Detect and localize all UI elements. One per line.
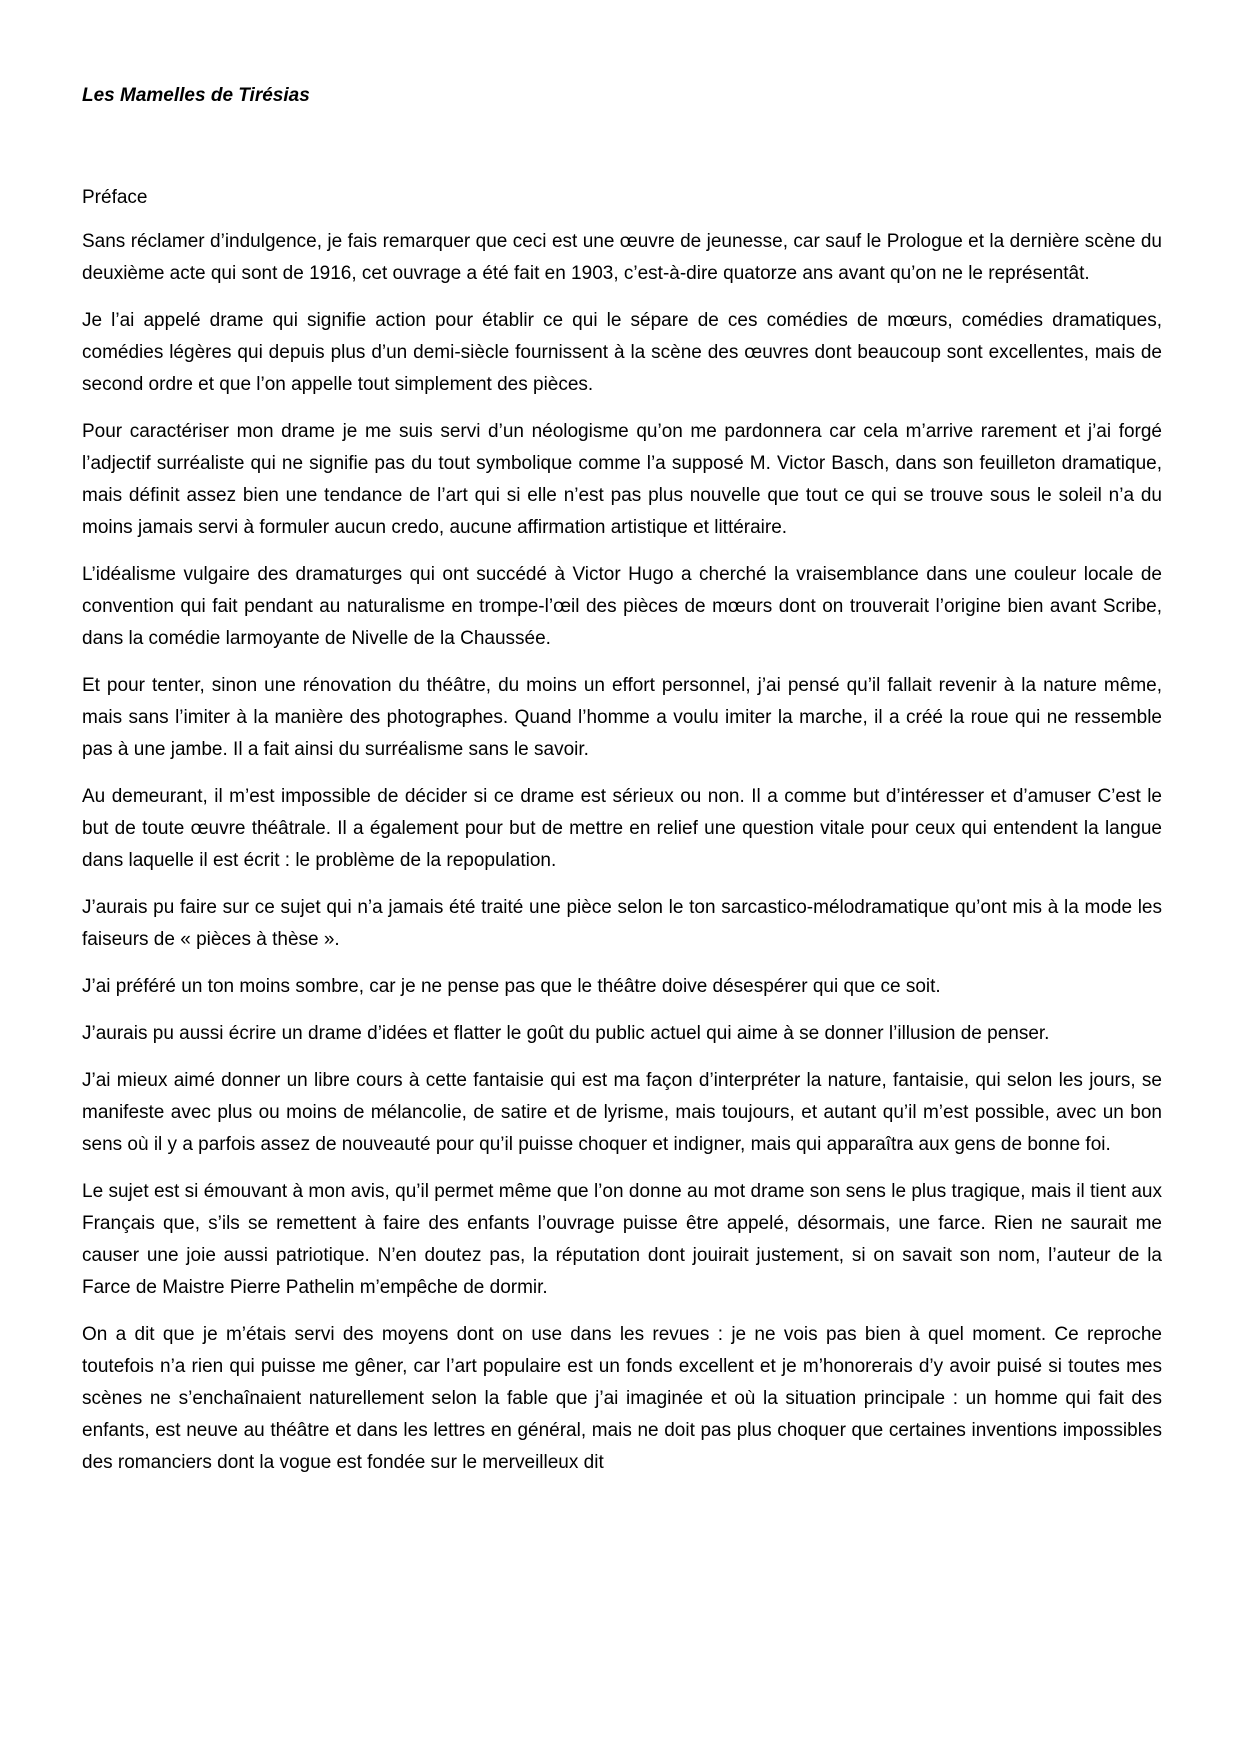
paragraph-4: L’idéalisme vulgaire des dramaturges qui ont succédé à Victor Hugo a cherché la vraisemblance dans une couleur locale de convention qui fait pendant au naturalisme en trompe-l’œil des pièces de mœurs dont on trouverait l’origine bien avant Scribe, dans la comédie larmoyante de Nivelle de la Chaussée. — [82, 564, 1162, 649]
paragraph-6: Au demeurant, il m’est impossible de décider si ce drame est sérieux ou non. Il a comme but d’intéresser et d’amuser C’est le but de toute œuvre théâtrale. Il a également pour but de mettre en relief une question vitale pour ceux qui entendent la langue dans laquelle il est écrit : le problème de la repopulation. — [82, 786, 1162, 871]
paragraph-2: Je l’ai appelé drame qui signifie action pour établir ce qui le sépare de ces comédies de mœurs, comédies dramatiques, comédies légères qui depuis plus d’un demi-siècle fournissent à la scène des œuvres dont beaucoup sont excellentes, mais de second ordre et que l’on appelle tout simplement des pièces. — [82, 310, 1162, 395]
paragraph-8: J’ai préféré un ton moins sombre, car je ne pense pas que le théâtre doive désespérer qui que ce soit. — [82, 976, 941, 997]
paragraph-10: J’ai mieux aimé donner un libre cours à cette fantaisie qui est ma façon d’interpréter la nature, fantaisie, qui selon les jours, se manifeste avec plus ou moins de mélancolie, de satire et de lyrisme, mais toujours, et autant qu’il m’est possible, avec un bon sens où il y a parfois assez de nouveauté pour qu’il puisse choquer et indigner, mais qui apparaîtra aux gens de bonne foi. — [82, 1070, 1162, 1155]
document-title: Les Mamelles de Tirésias — [82, 85, 310, 106]
paragraph-11: Le sujet est si émouvant à mon avis, qu’il permet même que l’on donne au mot drame son sens le plus tragique, mais il tient aux Français que, s’ils se remettent à faire des enfants l’ouvrage puisse être appelé, désormais, une farce. Rien ne saurait me causer une joie aussi patriotique. N’en doutez pas, la réputation dont jouirait justement, si on savait son nom, l’auteur de la Farce de Maistre Pierre Pathelin m’empêche de dormir. — [82, 1181, 1162, 1298]
paragraph-1: Sans réclamer d’indulgence, je fais remarquer que ceci est une œuvre de jeunesse, car sauf le Prologue et la dernière scène du deuxième acte qui sont de 1916, cet ouvrage a été fait en 1903, c’est-à-dire quatorze ans avant qu’on ne le représentât. — [82, 231, 1162, 284]
section-heading: Préface — [82, 187, 148, 208]
paragraph-12: On a dit que je m’étais servi des moyens dont on use dans les revues : je ne vois pas bien à quel moment. Ce reproche toutefois n’a rien qui puisse me gêner, car l’art populaire est un fonds excellent et je m’honorerais d’y avoir puisé si toutes mes scènes ne s’enchaînaient naturellement selon la fable que j’ai imaginée et où la situation principale : un homme qui fait des enfants, est neuve au théâtre et dans les lettres en général, mais ne doit pas plus choquer que certaines inventions impossibles des romanciers dont la vogue est fondée sur le merveilleux dit — [82, 1324, 1162, 1473]
document-page — [82, 80, 1162, 1494]
paragraph-7: J’aurais pu faire sur ce sujet qui n’a jamais été traité une pièce selon le ton sarcastico-mélodramatique qu’ont mis à la mode les faiseurs de « pièces à thèse ». — [82, 897, 1162, 950]
paragraph-5: Et pour tenter, sinon une rénovation du théâtre, du moins un effort personnel, j’ai pensé qu’il fallait revenir à la nature même, mais sans l’imiter à la manière des photographes. Quand l’homme a voulu imiter la marche, il a créé la roue qui ne ressemble pas à une jambe. Il a fait ainsi du surréalisme sans le savoir. — [82, 675, 1162, 760]
paragraph-3: Pour caractériser mon drame je me suis servi d’un néologisme qu’on me pardonnera car cela m’arrive rarement et j’ai forgé l’adjectif surréaliste qui ne signifie pas du tout symbolique comme l’a supposé M. Victor Basch, dans son feuilleton dramatique, mais définit assez bien une tendance de l’art qui si elle n’est pas plus nouvelle que tout ce qui se trouve sous le soleil n’a du moins jamais servi à formuler aucun credo, aucune affirmation artistique et littéraire. — [82, 421, 1162, 538]
paragraph-9: J’aurais pu aussi écrire un drame d’idées et flatter le goût du public actuel qui aime à se donner l’illusion de penser. — [82, 1023, 1050, 1044]
